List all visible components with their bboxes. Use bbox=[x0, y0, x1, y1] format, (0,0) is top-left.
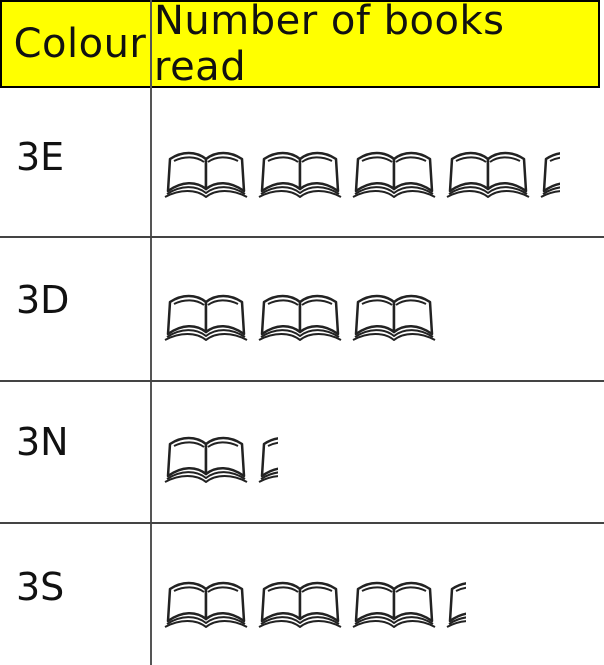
picto-row-3d bbox=[162, 258, 602, 368]
pictogram-svg bbox=[162, 545, 602, 655]
open-book-icon bbox=[447, 153, 529, 197]
partial-book-icon bbox=[447, 583, 529, 627]
partial-book-icon bbox=[541, 153, 604, 197]
table-header bbox=[0, 0, 600, 88]
row-label-3n: 3N bbox=[16, 420, 69, 464]
header-books-read: Number of books read bbox=[154, 0, 505, 90]
header-colour: Colour bbox=[13, 21, 147, 67]
picto-row-3n bbox=[162, 400, 602, 510]
row-divider bbox=[0, 522, 604, 524]
open-book-icon bbox=[353, 296, 435, 340]
open-book-icon bbox=[259, 153, 341, 197]
picto-row-3s bbox=[162, 545, 602, 655]
row-divider bbox=[0, 380, 604, 382]
open-book-icon bbox=[165, 153, 247, 197]
pictogram-svg bbox=[162, 258, 602, 368]
open-book-icon bbox=[165, 438, 247, 482]
row-label-3d: 3D bbox=[16, 278, 70, 322]
row-label-3s: 3S bbox=[16, 565, 65, 609]
open-book-icon bbox=[259, 296, 341, 340]
partial-book-icon bbox=[259, 438, 341, 482]
row-label-3e: 3E bbox=[16, 135, 65, 179]
open-book-icon bbox=[353, 153, 435, 197]
column-divider bbox=[150, 0, 152, 665]
open-book-icon bbox=[353, 583, 435, 627]
pictogram-svg bbox=[162, 400, 602, 510]
open-book-icon bbox=[165, 296, 247, 340]
open-book-icon bbox=[259, 583, 341, 627]
row-divider bbox=[0, 236, 604, 238]
picto-row-3e bbox=[162, 115, 602, 225]
pictogram-svg bbox=[162, 115, 602, 225]
open-book-icon bbox=[165, 583, 247, 627]
